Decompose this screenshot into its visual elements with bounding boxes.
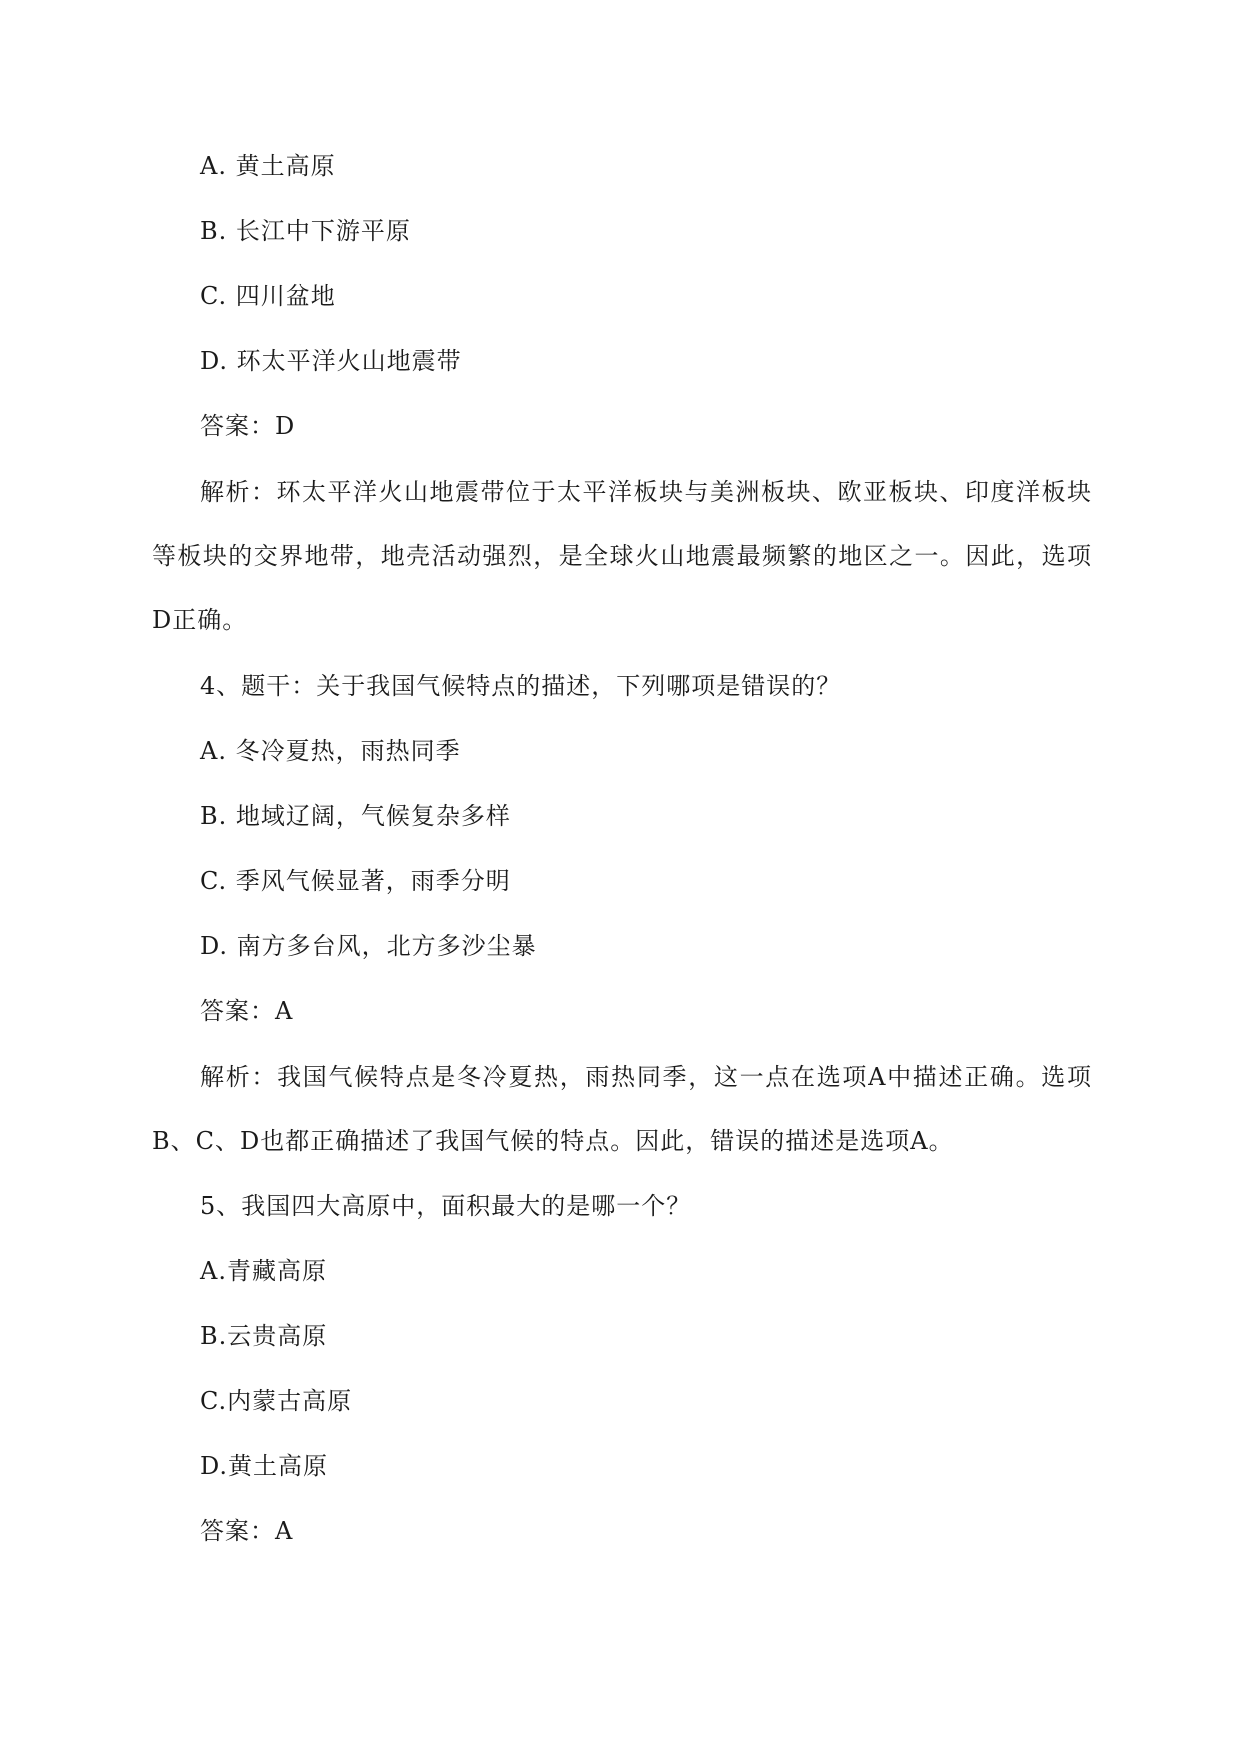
q5-option-d: D.黄土高原 [200, 1452, 329, 1480]
q3-option-c: C. 四川盆地 [200, 282, 336, 310]
q3-answer: 答案：D [200, 412, 296, 440]
q4-option-b: B. 地域辽阔，气候复杂多样 [200, 802, 511, 830]
q3-option-d: D. 环太平洋火山地震带 [200, 347, 462, 375]
q4-answer: 答案：A [200, 997, 294, 1025]
q5-answer: 答案：A [200, 1517, 294, 1545]
q3-option-b: B. 长江中下游平原 [200, 217, 411, 245]
q3-option-a: A. 黄土高原 [200, 152, 336, 180]
q4-option-c: C. 季风气候显著，雨季分明 [200, 867, 511, 895]
q3-analysis: 解析：环太平洋火山地震带位于太平洋板块与美洲板块、欧亚板块、印度洋板块等板块的交界地带，地壳活动强烈，是全球火山地震最频繁的地区之一。因此，选项D正确。 [152, 478, 1092, 634]
q5-option-c: C.内蒙古高原 [200, 1387, 353, 1415]
q4-option-d: D. 南方多台风，北方多沙尘暴 [200, 932, 537, 960]
q4-stem: 4、题干：关于我国气候特点的描述，下列哪项是错误的？ [200, 672, 842, 700]
q4-option-a: A. 冬冷夏热，雨热同季 [200, 737, 461, 765]
q4-analysis: 解析：我国气候特点是冬冷夏热，雨热同季，这一点在选项A中描述正确。选项B、C、D也都正确描述了我国气候的特点。因此，错误的描述是选项A。 [152, 1063, 1092, 1155]
q5-option-b: B.云贵高原 [200, 1322, 328, 1350]
q5-stem: 5、我国四大高原中，面积最大的是哪一个？ [200, 1192, 692, 1220]
q5-option-a: A.青藏高原 [200, 1257, 327, 1285]
